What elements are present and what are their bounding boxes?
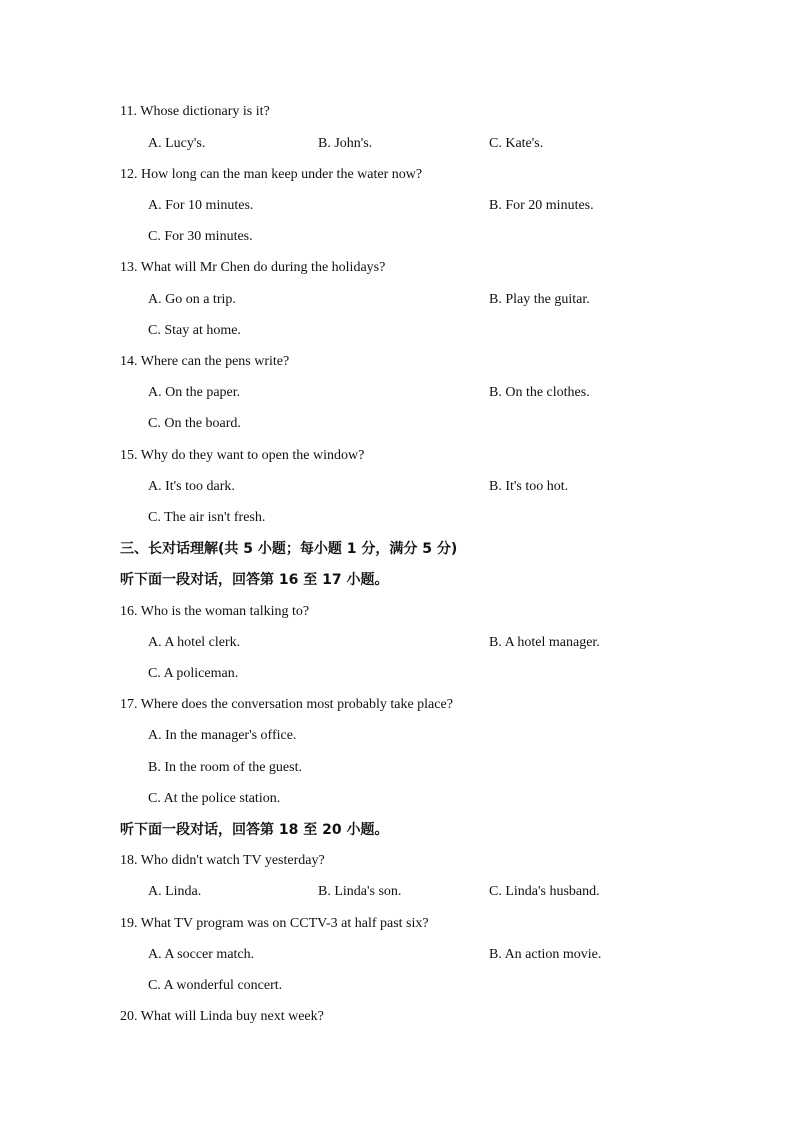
question-17-option-b: B. In the room of the guest. bbox=[148, 760, 302, 775]
question-15: 15. Why do they want to open the window? bbox=[120, 448, 365, 463]
question-19-option-b: B. An action movie. bbox=[489, 947, 602, 962]
question-12-option-a: A. For 10 minutes. bbox=[148, 198, 254, 213]
question-18-option-a: A. Linda. bbox=[148, 884, 202, 899]
question-14: 14. Where can the pens write? bbox=[120, 354, 290, 369]
question-13: 13. What will Mr Chen do during the holidays? bbox=[120, 260, 386, 275]
question-17-option-a: A. In the manager's office. bbox=[148, 728, 297, 743]
question-18: 18. Who didn't watch TV yesterday? bbox=[120, 853, 325, 868]
question-12-option-b: B. For 20 minutes. bbox=[489, 198, 594, 213]
question-12: 12. How long can the man keep under the water now? bbox=[120, 167, 423, 182]
question-15-option-a: A. It's too dark. bbox=[148, 479, 235, 494]
question-14-option-a: A. On the paper. bbox=[148, 385, 241, 400]
question-12-option-c: C. For 30 minutes. bbox=[148, 229, 253, 244]
question-18-option-b: B. Linda's son. bbox=[318, 884, 402, 899]
question-19: 19. What TV program was on CCTV-3 at half past six? bbox=[120, 916, 429, 931]
question-11: 11. Whose dictionary is it? bbox=[120, 104, 270, 119]
question-11-option-a: A. Lucy's. bbox=[148, 136, 206, 151]
question-16-option-a: A. A hotel clerk. bbox=[148, 635, 241, 650]
question-19-option-a: A. A soccer match. bbox=[148, 947, 255, 962]
question-14-option-c: C. On the board. bbox=[148, 416, 241, 431]
question-13-option-b: B. Play the guitar. bbox=[489, 292, 590, 307]
question-16: 16. Who is the woman talking to? bbox=[120, 604, 310, 619]
question-16-option-c: C. A policeman. bbox=[148, 666, 239, 681]
dialog-1-instruction: 听下面一段对话，回答第 16 至 17 小题。 bbox=[120, 572, 389, 588]
question-17: 17. Where does the conversation most probably take place? bbox=[120, 697, 453, 712]
question-13-option-a: A. Go on a trip. bbox=[148, 292, 236, 307]
question-15-option-b: B. It's too hot. bbox=[489, 479, 569, 494]
dialog-2-instruction: 听下面一段对话，回答第 18 至 20 小题。 bbox=[120, 822, 389, 838]
question-16-option-b: B. A hotel manager. bbox=[489, 635, 600, 650]
question-19-option-c: C. A wonderful concert. bbox=[148, 978, 283, 993]
section-3-heading: 三、长对话理解(共 5 小题；每小题 1 分，满分 5 分) bbox=[120, 541, 458, 557]
question-14-option-b: B. On the clothes. bbox=[489, 385, 590, 400]
question-11-option-b: B. John's. bbox=[318, 136, 373, 151]
question-11-option-c: C. Kate's. bbox=[489, 136, 544, 151]
question-20: 20. What will Linda buy next week? bbox=[120, 1009, 324, 1024]
question-15-option-c: C. The air isn't fresh. bbox=[148, 510, 266, 525]
question-17-option-c: C. At the police station. bbox=[148, 791, 281, 806]
question-13-option-c: C. Stay at home. bbox=[148, 323, 241, 338]
question-18-option-c: C. Linda's husband. bbox=[489, 884, 600, 899]
